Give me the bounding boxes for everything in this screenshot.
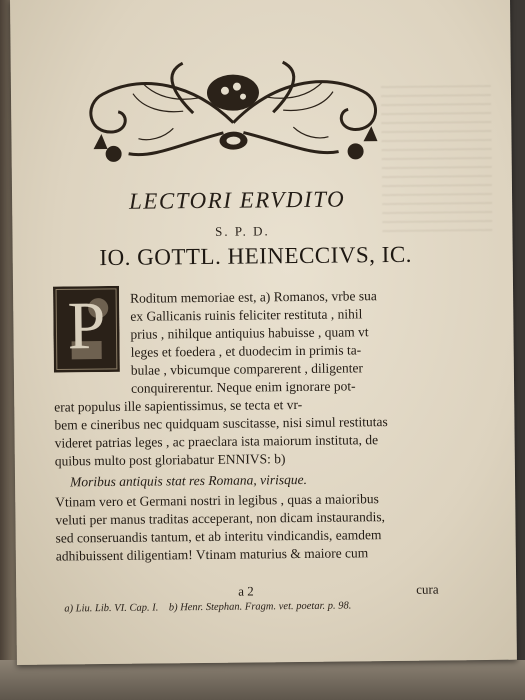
text-line: ex Gallicanis ruinis feliciter restituta , nihil: [130, 306, 363, 324]
footnote-b: b) Henr. Stephan. Fragm. vet. poetar. p. 98.: [168, 600, 352, 614]
footnote-a: a) Liu. Lib. VI. Cap. I.: [64, 602, 159, 615]
text-line: bulae , vbicumque comparerent , diligenter: [130, 360, 363, 378]
text-line: veluti per manus traditas acceperant, non dicam instaurandis,: [55, 509, 386, 528]
book-page: [10, 0, 517, 665]
text-line: Roditum memoriae est, a) Romanos, vrbe sua: [130, 288, 377, 306]
page-stack-edge: [0, 660, 525, 700]
text-line: conquirerentur. Neque enim ignorare pot-: [130, 378, 356, 396]
text-line: videret patrias leges , ac praeclara ista maiorum instituta, de: [54, 432, 379, 451]
text-line: Vtinam vero et Germani nostri in legibus , quas a maioribus: [55, 491, 379, 510]
decorated-initial: [53, 286, 120, 373]
text-line: quibus multo post gloriabatur ENNIVS: b): [54, 451, 286, 469]
text-line: bem e cineribus nec quidquam suscitasse, nisi simul restitutas: [54, 414, 388, 433]
text-line: sed conseruandis tantum, et ab interitu vindicandis, eamdem: [55, 527, 382, 546]
show-through-text: [381, 85, 493, 236]
author-name: IO. GOTTL. HEINECCIVS, IC.: [99, 241, 413, 271]
text-line: prius , nihilque antiquius habuisse , quam vt: [130, 324, 369, 342]
footnotes: [64, 600, 351, 614]
text-line: adhibuissent diligentiam! Vtinam maturius & maiore cum: [55, 545, 369, 564]
signature-mark: a 2: [238, 583, 254, 599]
verse-quote: Moribus antiquis stat res Romana, virisque.: [69, 471, 308, 490]
text-line: erat populus ille sapientissimus, se tecta et vr-: [54, 396, 303, 415]
drop-cap-letter: P: [67, 287, 106, 364]
ornamental-headpiece: [73, 51, 394, 174]
text-line: leges et foedera , et duodecim in primis ta-: [130, 342, 362, 360]
catchword: cura: [416, 581, 439, 597]
salutation: S. P. D.: [215, 223, 270, 239]
page-title: LECTORI ERVDITO: [128, 186, 346, 214]
